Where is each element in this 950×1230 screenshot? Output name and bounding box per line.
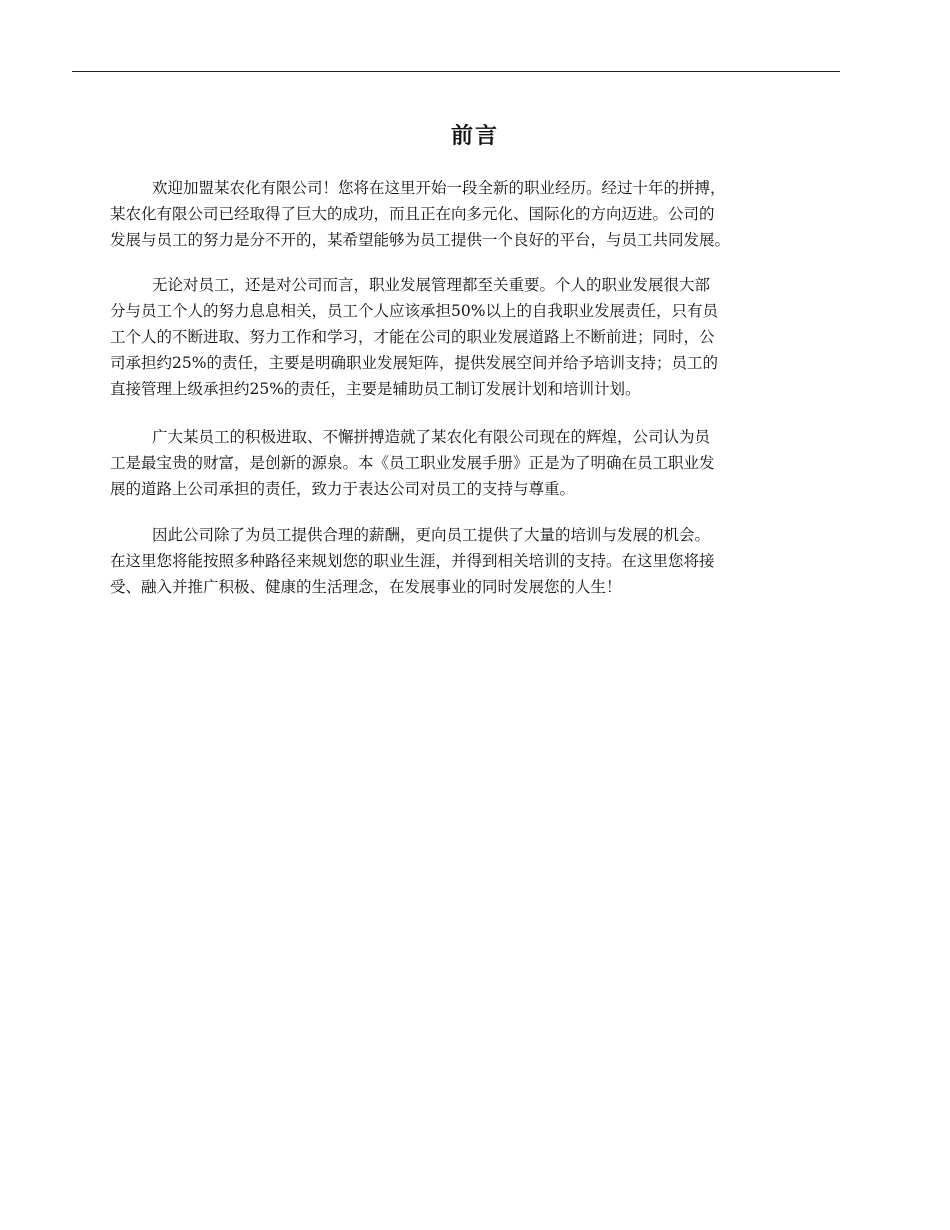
paragraph-4 xyxy=(110,522,850,600)
page-title: 前言 xyxy=(450,123,499,149)
paragraph-line: 发展与员工的努力是分不开的，某希望能够为员工提供一个良好的平台，与员工共同发展。 xyxy=(110,231,731,249)
paragraph-line: 在这里您将能按照多种路径来规划您的职业生涯，并得到相关培训的支持。在这里您将接 xyxy=(110,552,715,570)
paragraph-line: 司承担约25%的责任，主要是明确职业发展矩阵，提供发展空间并给予培训支持；员工的 xyxy=(110,354,718,372)
paragraph-line: 工是最宝贵的财富，是创新的源泉。本《员工职业发展手册》正是为了明确在员工职业发 xyxy=(110,454,715,472)
paragraph-line: 广大某员工的积极进取、不懈拼搏造就了某农化有限公司现在的辉煌，公司认为员 xyxy=(152,428,711,446)
paragraph-2 xyxy=(110,272,850,402)
paragraph-line: 受、融入并推广积极、健康的生活理念，在发展事业的同时发展您的人生！ xyxy=(110,578,622,596)
paragraph-line: 展的道路上公司承担的责任，致力于表达公司对员工的支持与尊重。 xyxy=(110,480,576,498)
paragraph-line: 工个人的不断进取、努力工作和学习，才能在公司的职业发展道路上不断前进；同时，公 xyxy=(110,328,715,346)
header-rule xyxy=(72,71,840,72)
paragraph-line: 某农化有限公司已经取得了巨大的成功，而且正在向多元化、国际化的方向迈进。公司的 xyxy=(110,205,715,223)
paragraph-line: 欢迎加盟某农化有限公司！您将在这里开始一段全新的职业经历。经过十年的拼搏， xyxy=(152,179,726,197)
paragraph-line: 因此公司除了为员工提供合理的薪酬，更向员工提供了大量的培训与发展的机会。 xyxy=(152,526,711,544)
paragraph-line: 分与员工个人的努力息息相关，员工个人应该承担50%以上的自我职业发展责任，只有员 xyxy=(110,302,718,320)
paragraph-1 xyxy=(110,175,850,253)
paragraph-3 xyxy=(110,424,850,502)
paragraph-line: 无论对员工，还是对公司而言，职业发展管理都至关重要。个人的职业发展很大部 xyxy=(152,276,711,294)
paragraph-line: 直接管理上级承担约25%的责任，主要是辅助员工制订发展计划和培训计划。 xyxy=(110,380,641,398)
